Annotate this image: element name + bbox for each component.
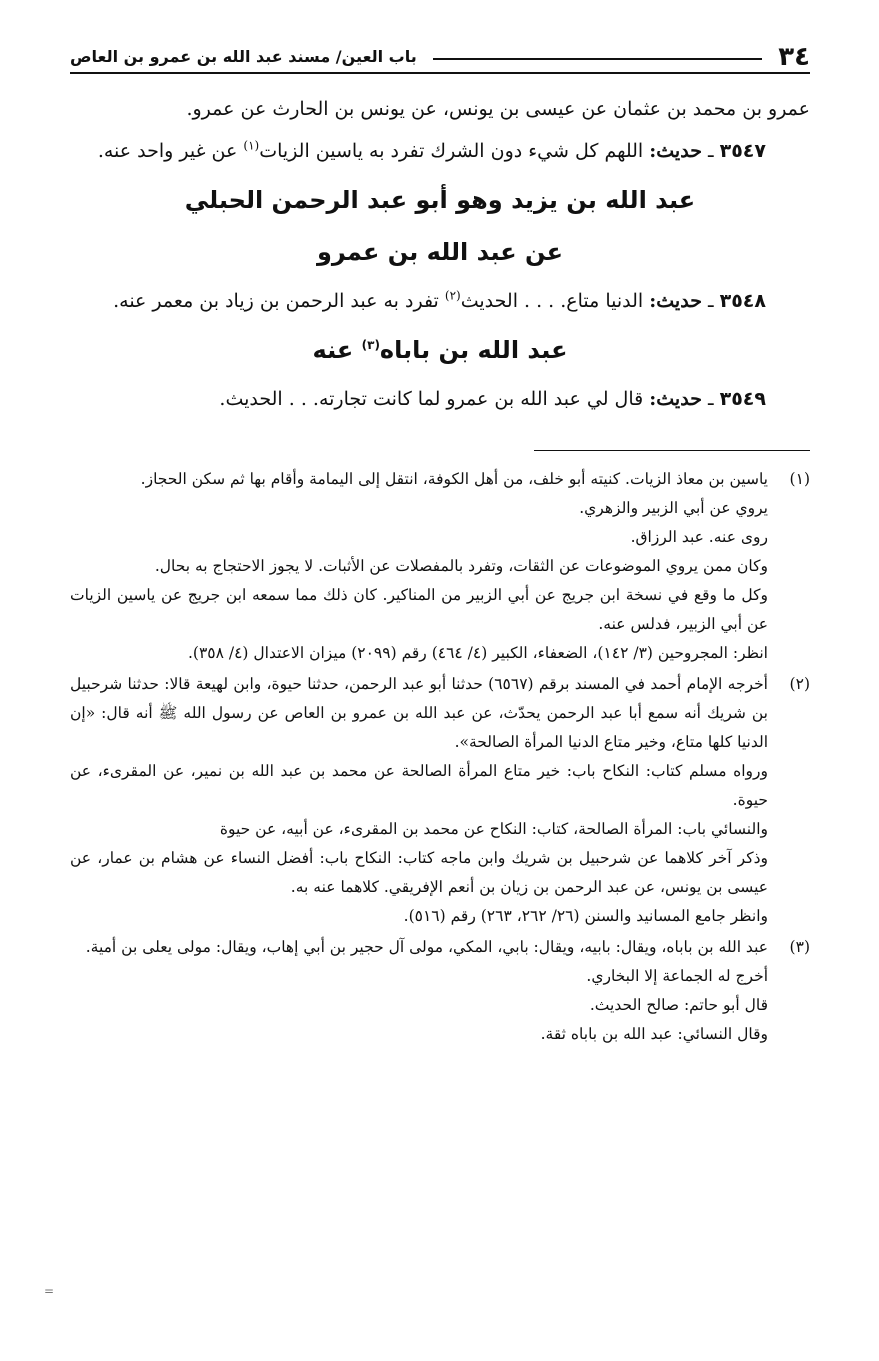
hadith-3549: ٣٥٤٩ ـ حديث: قال لي عبد الله بن عمرو لما كانت تجارته. . . الحديث. — [219, 388, 766, 410]
footnote-line: عبد الله بن باباه، ويقال: بابيه، ويقال: بابي، المكي، مولى آل حجير بن أبي إهاب، ويقال: مولى يعلى بن أمية. — [85, 938, 768, 956]
hadith-number: ٣٥٤٩ — [719, 388, 766, 410]
footnote-ref-3[interactable]: (٣) — [361, 338, 380, 352]
hadith-text: اللهم كل شيء دون الشرك تفرد به ياسين الزيات — [259, 140, 650, 162]
footnote-mark: (٣) — [789, 938, 810, 956]
footnote-line: يروي عن أبي الزبير والزهري. — [579, 499, 768, 517]
footnote-body — [70, 465, 768, 668]
hadith-label: حديث: — [649, 388, 702, 410]
footnote-mark: (١) — [789, 470, 810, 488]
footnote-line: ياسين بن معاذ الزيات. كنيته أبو خلف، من أهل الكوفة، انتقل إلى اليمامة وأقام بها ثم سكن الحجاز. — [140, 470, 768, 488]
footnote-line: انظر: المجروحين (٣/ ١٤٢)، الضعفاء، الكبير (٤/ ٤٦٤) رقم (٢٠٩٩) ميزان الاعتدال (٤/ ٣٥٨). — [187, 644, 768, 662]
margin-mark: = — [44, 1284, 55, 1298]
hadith-text-continued: تفرد به عبد الرحمن بن زياد بن معمر عنه. — [113, 290, 445, 312]
footnote-ref-2[interactable]: (٢) — [444, 288, 461, 303]
footnote-line: أخرج له الجماعة إلا البخاري. — [586, 967, 768, 985]
hadith-text-continued: عن غير واحد عنه. — [97, 140, 244, 162]
hadith-text: قال لي عبد الله بن عمرو لما كانت تجارته. . . الحديث. — [219, 388, 650, 410]
footnote-1 — [70, 465, 810, 668]
hadith-text: الدنيا متاع. . . . الحديث — [460, 290, 650, 312]
header-rule — [433, 58, 762, 60]
footnote-line: وكان ممن يروي الموضوعات عن الثقات، وتفرد بالمفصلات عن الأثبات. لا يجوز الاحتجاج به بحال. — [154, 557, 768, 575]
page-number: ٣٤ — [778, 42, 810, 72]
footnote-line: والنسائي باب: المرأة الصالحة، كتاب: النكاح عن محمد بن المقرىء، عن أبيه، عن حيوة — [219, 820, 768, 838]
footnote-line: وكل ما وقع في نسخة ابن جريج عن أبي الزبير من المناكير. كان ذلك مما سمعه ابن جريج عن ياسين الزيات عن أبي الزبير، فدلس عنه. — [70, 586, 768, 633]
footnote-line: قال أبو حاتم: صالح الحديث. — [589, 996, 768, 1014]
page-header — [70, 36, 810, 74]
footnote-3 — [70, 933, 810, 1049]
footnote-line: وذكر آخر كلاهما عن شرحبيل بن شريك وابن ماجه كتاب: النكاح باب: أفضل النساء عن هشام بن عمار، عن عيسى بن يونس، عن عبد الرحمن بن زيان بن أنعم الإفريقي. كلاهما عنه به. — [70, 849, 768, 896]
footnote-separator — [534, 450, 810, 451]
hadith-3548: ٣٥٤٨ ـ حديث: الدنيا متاع. . . . الحديث$^{(٢)}$ تفرد به عبد الرحمن بن زياد بن معمر عنه. — [113, 288, 766, 312]
footnote-2 — [70, 670, 810, 931]
section-subtitle: عن عبد الله بن عمرو — [317, 238, 563, 266]
hadith-3547: ٣٥٤٧ ـ حديث: اللهم كل شيء دون الشرك تفرد به ياسين الزيات$^{(١)}$ عن غير واحد عنه. — [97, 138, 766, 162]
footnote-line: وانظر جامع المسانيد والسنن (٢٦/ ٢٦٢، ٢٦٣) رقم (٥١٦). — [403, 907, 768, 925]
footnote-body — [70, 933, 768, 1049]
hadith-number: ٣٥٤٨ — [719, 290, 766, 312]
hadith-number: ٣٥٤٧ — [719, 140, 766, 162]
footnote-line: ورواه مسلم كتاب: النكاح باب: خير متاع المرأة الصالحة عن محمد بن عبد الله بن نمير، عن المقرىء، عن حيوة. — [70, 762, 768, 809]
footnote-ref-1[interactable]: (١) — [243, 138, 260, 153]
paragraph-continuation: عمرو بن محمد بن عثمان عن عيسى بن يونس، عن يونس بن الحارث عن عمرو. — [186, 98, 810, 120]
book-page — [70, 36, 810, 1051]
footnote-mark: (٢) — [789, 675, 810, 693]
hadith-label: حديث: — [649, 140, 702, 162]
footnote-line: أخرجه الإمام أحمد في المسند برقم (٦٥٦٧) حدثنا أبو عبد الرحمن، حدثنا حيوة، وابن لهيعة قالا: حدثنا شرحبيل بن شريك أنه سمع أبا عبد الرحمن يحدّث، عن عبد الله بن عمرو بن العاص عن رسول الله ﷺ أنه قال: «إن الدنيا كلها متاع، وخير متاع الدنيا المرأة الصالحة». — [70, 675, 768, 751]
running-title: باب العين/ مسند عبد الله بن عمرو بن العاص — [70, 47, 417, 66]
section-title-babah: عبد الله بن باباه$^{(٣)}$ عنه — [312, 336, 568, 364]
main-text — [70, 88, 810, 420]
footnotes — [70, 465, 810, 1049]
footnote-line: وقال النسائي: عبد الله بن باباه ثقة. — [540, 1025, 768, 1043]
section-title-narrator: عبد الله بن يزيد وهو أبو عبد الرحمن الحبلي — [184, 186, 696, 214]
footnote-body — [70, 670, 768, 931]
footnote-line: روى عنه. عبد الرزاق. — [630, 528, 768, 546]
hadith-label: حديث: — [649, 290, 702, 312]
